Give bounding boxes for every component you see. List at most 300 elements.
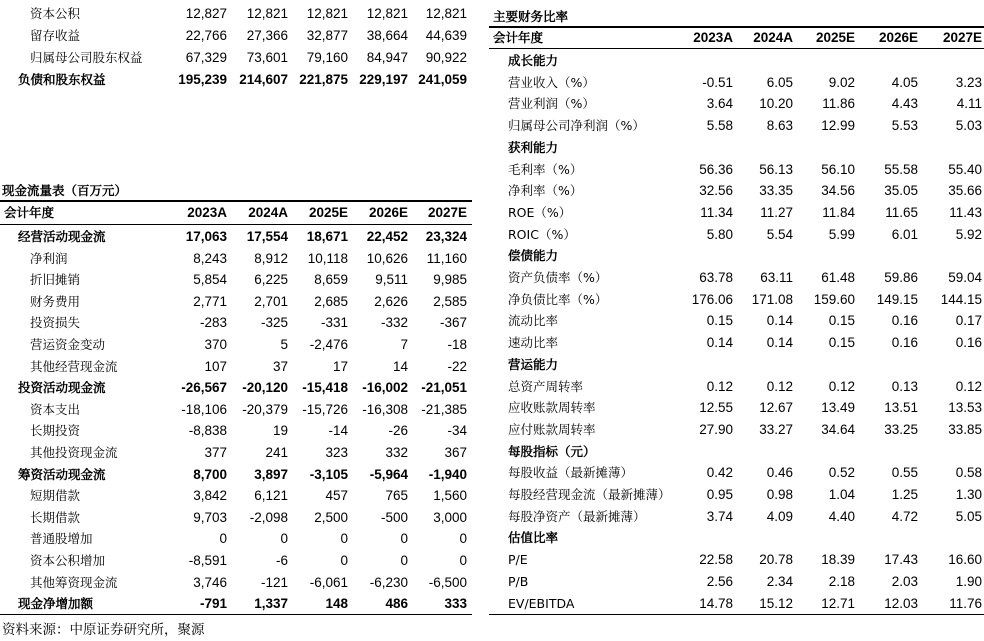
table-row <box>0 72 984 93</box>
cell-5: 35.66 <box>948 183 982 199</box>
cell-3: 457 <box>325 488 348 504</box>
cell-1: 2.56 <box>706 573 733 589</box>
cell-2: 3,897 <box>254 466 288 482</box>
cell-1: 370 <box>204 337 227 352</box>
cell-4: -500 <box>380 509 408 525</box>
cell-4: 332 <box>385 445 408 460</box>
cell-1: 22.58 <box>699 552 733 568</box>
cell-1: 22,766 <box>185 28 227 43</box>
cell-4: 9,511 <box>375 272 408 288</box>
section-row <box>0 245 984 266</box>
table-row <box>0 202 984 223</box>
cell-1: 17,063 <box>185 229 227 244</box>
cell-5: 0.58 <box>955 465 982 481</box>
cell-4: -26 <box>388 423 408 439</box>
cell-1: -26,567 <box>181 380 227 396</box>
cell-3: 5.99 <box>828 226 855 242</box>
cell-3: 11.86 <box>822 96 855 112</box>
row-label: 资产负债率（%） <box>508 270 608 285</box>
row-label: 普通股增加 <box>30 531 93 547</box>
cell-1: 8,243 <box>193 250 227 266</box>
cell-3: -331 <box>320 315 348 331</box>
cell-3: 13.49 <box>821 400 855 416</box>
cell-4: 0 <box>400 553 408 568</box>
year-header: 2025E <box>815 30 855 45</box>
cashflow-bottom-rule <box>0 614 472 615</box>
cell-2: 17,554 <box>246 229 288 244</box>
cell-5: 3,000 <box>433 509 467 525</box>
cell-1: 3.64 <box>706 96 733 112</box>
row-label: 其他经营现金流 <box>30 358 118 374</box>
cell-5: -21,051 <box>421 380 467 396</box>
cell-3: 2,500 <box>314 509 348 525</box>
row-label: 筹资活动现金流 <box>18 466 106 482</box>
row-label: 每股经营现金流（最新摊薄） <box>508 487 671 502</box>
cell-4: 17.43 <box>884 552 918 568</box>
cell-3: 12.99 <box>821 118 855 134</box>
cell-5: 23,324 <box>425 229 467 244</box>
cell-2: 0.98 <box>766 487 793 502</box>
cell-3: 18,671 <box>306 229 348 244</box>
year-header: 2026E <box>368 205 408 220</box>
header-label: 会计年度 <box>493 30 544 45</box>
cell-3: 0.15 <box>828 335 855 351</box>
cell-4: 486 <box>385 596 408 612</box>
cell-2: 12.67 <box>759 400 793 416</box>
cell-4: 2,626 <box>374 293 408 309</box>
row-label: 应付账款周转率 <box>508 421 596 437</box>
cell-3: 18.39 <box>821 552 855 568</box>
year-header: 2027E <box>427 205 467 220</box>
cell-3: 323 <box>325 445 348 460</box>
row-label: ROE（%） <box>508 204 572 220</box>
cell-1: 11.34 <box>700 204 733 220</box>
row-label: 营运能力 <box>508 356 559 372</box>
section-row <box>0 137 984 158</box>
ratios-title: 主要财务比率 <box>493 9 569 24</box>
table-row <box>0 93 984 114</box>
cell-1: -8,838 <box>188 423 227 439</box>
cell-4: 59.86 <box>884 270 918 285</box>
year-header: 2023A <box>187 205 227 220</box>
cell-1: 0.14 <box>706 335 733 351</box>
cell-1: -791 <box>199 596 227 612</box>
cell-2: 37 <box>272 358 288 374</box>
cell-5: 0.17 <box>955 313 982 329</box>
row-label: 归属母公司股东权益 <box>30 50 143 65</box>
cell-5: 9,985 <box>433 272 467 288</box>
cell-1: 5.80 <box>706 226 733 242</box>
cell-2: 6.05 <box>766 74 793 90</box>
cell-5: 59.04 <box>948 270 982 285</box>
row-label: 速动比率 <box>508 335 559 351</box>
table-row <box>0 462 984 483</box>
cell-2: 27,366 <box>246 28 288 43</box>
cell-5: 1.30 <box>955 487 982 502</box>
cell-1: 107 <box>204 358 227 374</box>
section-row <box>0 441 984 462</box>
cell-1: 3,842 <box>193 488 227 504</box>
cell-2: 11.27 <box>760 204 793 220</box>
cell-2: 214,607 <box>239 72 288 87</box>
row-label: 偿债能力 <box>508 248 559 264</box>
cell-2: 19 <box>272 423 288 439</box>
cell-1: 56.36 <box>699 161 733 177</box>
row-label: 经营活动现金流 <box>18 229 106 244</box>
row-label: 毛利率（%） <box>508 161 583 177</box>
cell-1: 67,329 <box>185 50 227 65</box>
cell-5: 144.15 <box>940 291 982 307</box>
row-label: 归属母公司净利润（%） <box>508 118 645 134</box>
cell-1: 8,700 <box>193 466 227 482</box>
table-row <box>0 224 984 245</box>
cell-4: 4.72 <box>891 508 918 524</box>
cell-5: 0.16 <box>955 335 982 351</box>
cell-4: 4.05 <box>891 74 918 90</box>
cell-3: 0.15 <box>828 313 855 329</box>
cell-5: 33.85 <box>948 421 982 437</box>
cell-1: -283 <box>199 315 227 331</box>
row-label: 营业利润（%） <box>508 96 595 112</box>
row-label: 成长能力 <box>508 53 559 68</box>
row-label: 长期借款 <box>30 509 81 525</box>
row-label: 投资活动现金流 <box>18 380 106 396</box>
year-header: 2025E <box>308 205 348 220</box>
section-row <box>0 354 984 375</box>
cell-1: -18,106 <box>181 401 227 417</box>
cell-2: 0.14 <box>766 313 793 329</box>
cell-5: 0.12 <box>955 378 982 394</box>
cell-5: -367 <box>439 315 467 331</box>
cell-1: 377 <box>204 445 227 460</box>
table-row <box>0 506 984 527</box>
cell-4: 10,626 <box>366 250 408 266</box>
row-label: 应收账款周转率 <box>508 400 596 416</box>
row-label: P/B <box>508 573 529 589</box>
cell-2: 2.34 <box>766 573 793 589</box>
cell-1: 0.12 <box>706 378 733 394</box>
cell-3: 34.64 <box>821 421 855 437</box>
cell-5: 5.05 <box>955 508 982 524</box>
cell-1: -8,591 <box>188 553 227 568</box>
cell-1: 0 <box>219 531 227 547</box>
cell-4: 149.15 <box>876 291 918 307</box>
cell-2: 5 <box>280 337 288 352</box>
row-label: ROIC（%） <box>508 226 576 242</box>
cell-3: 12.71 <box>821 595 855 611</box>
table-row <box>0 397 984 418</box>
table-row <box>0 332 984 353</box>
cell-5: 3.23 <box>955 74 982 90</box>
cell-5: -1,940 <box>428 466 467 482</box>
ratios-header-rule <box>489 48 984 49</box>
cell-5: 0 <box>459 553 467 568</box>
cell-5: 367 <box>444 445 467 460</box>
cell-2: -20,120 <box>242 380 288 396</box>
cell-3: 148 <box>325 596 348 612</box>
cell-2: 33.35 <box>759 183 793 199</box>
table-row <box>0 115 984 136</box>
cell-4: 55.58 <box>884 161 918 177</box>
cell-3: 56.10 <box>821 161 855 177</box>
cell-4: -16,308 <box>362 401 408 417</box>
row-label: 总资产周转率 <box>508 378 584 394</box>
cell-2: 0.14 <box>766 335 793 351</box>
cell-2: 12,821 <box>246 6 288 21</box>
row-label: 其他筹资现金流 <box>30 574 118 590</box>
table-row <box>0 289 984 310</box>
ratios-bottom-rule <box>489 614 984 615</box>
cell-2: 0.12 <box>766 378 793 394</box>
cell-3: 159.60 <box>813 291 855 307</box>
cell-5: 11,160 <box>426 250 467 266</box>
cell-3: 10,118 <box>307 250 348 266</box>
cell-5: -18 <box>447 337 467 352</box>
cell-1: 5,854 <box>193 272 227 288</box>
cell-1: 3,746 <box>193 574 227 590</box>
header-label: 会计年度 <box>4 205 55 220</box>
cell-3: 11.84 <box>822 204 855 220</box>
cell-3: -3,105 <box>309 466 348 482</box>
cell-5: 2,585 <box>433 293 467 309</box>
cell-2: 8,912 <box>254 250 288 266</box>
cell-2: 1,337 <box>254 596 288 612</box>
cell-4: 765 <box>385 488 408 504</box>
cell-3: 1.04 <box>828 487 855 502</box>
cell-4: -5,964 <box>369 466 408 482</box>
cell-2: -325 <box>260 315 288 331</box>
cashflow-title: 现金流量表（百万元） <box>2 183 128 198</box>
cell-4: 0.16 <box>891 335 918 351</box>
row-label: 每股净资产（最新摊薄） <box>508 508 646 524</box>
year-header: 2027E <box>942 30 982 45</box>
cell-5: 0 <box>459 531 467 547</box>
cell-3: -2,476 <box>309 337 348 352</box>
row-label: EV/EBITDA <box>508 595 575 611</box>
cell-4: -332 <box>380 315 408 331</box>
cell-5: 333 <box>444 596 467 612</box>
row-label: 每股收益（最新摊薄） <box>508 465 634 481</box>
row-label: 每股指标（元） <box>508 443 596 459</box>
cell-1: 195,239 <box>178 72 227 87</box>
cell-2: -2,098 <box>249 509 288 525</box>
cell-1: 3.74 <box>706 508 733 524</box>
cell-2: 63.11 <box>760 270 793 285</box>
cell-3: 2,685 <box>314 293 348 309</box>
cell-3: 12,821 <box>306 6 348 21</box>
cell-5: 11.43 <box>949 204 982 220</box>
year-header: 2024A <box>753 30 793 45</box>
cell-5: 5.92 <box>955 226 982 242</box>
cell-2: 241 <box>265 445 288 460</box>
cell-1: 5.58 <box>706 118 733 134</box>
row-label: 投资损失 <box>30 315 81 331</box>
cell-2: -6 <box>275 553 288 568</box>
cell-1: 27.90 <box>699 421 733 437</box>
cell-4: 0 <box>400 531 408 547</box>
cell-4: 229,197 <box>359 72 408 87</box>
cell-3: 79,160 <box>306 50 348 65</box>
cell-2: 5.54 <box>766 226 793 242</box>
cell-1: 12.55 <box>699 400 733 416</box>
cell-4: 4.43 <box>891 96 918 112</box>
cell-5: 44,639 <box>425 28 467 43</box>
cell-4: -6,230 <box>369 574 408 590</box>
cell-3: 0 <box>340 531 348 547</box>
cell-1: 9,703 <box>193 509 227 525</box>
row-label: 获利能力 <box>508 139 559 155</box>
table-row <box>0 593 984 614</box>
row-label: 留存收益 <box>30 28 81 43</box>
cell-1: 176.06 <box>691 291 733 307</box>
cell-4: 7 <box>400 337 408 352</box>
cell-3: -6,061 <box>309 574 348 590</box>
cell-1: 0.95 <box>706 487 733 502</box>
cell-4: 12.03 <box>884 595 918 611</box>
cell-4: -16,002 <box>362 380 408 396</box>
cell-4: 2.03 <box>891 573 918 589</box>
cell-5: 5.03 <box>955 118 982 134</box>
cell-1: -0.51 <box>702 74 733 90</box>
cell-4: 6.01 <box>891 226 918 242</box>
cell-4: 38,664 <box>366 28 408 43</box>
cell-3: 34.56 <box>821 183 855 199</box>
cell-2: 73,601 <box>246 50 288 65</box>
year-header: 2023A <box>693 30 733 45</box>
row-label: 营运资金变动 <box>30 337 106 352</box>
cell-5: -34 <box>447 423 467 439</box>
cell-2: 0 <box>280 531 288 547</box>
cell-4: 11.65 <box>885 204 918 220</box>
cell-3: 221,875 <box>299 72 348 87</box>
cell-3: 17 <box>332 358 348 374</box>
cell-3: 61.48 <box>821 270 855 285</box>
cell-1: 63.78 <box>699 270 733 285</box>
cell-5: 90,922 <box>425 50 467 65</box>
table-row <box>0 571 984 592</box>
cell-4: 0.55 <box>891 465 918 481</box>
table-row <box>0 310 984 331</box>
cell-2: 8.63 <box>766 118 793 134</box>
cell-3: 0 <box>340 553 348 568</box>
cell-4: 22,452 <box>366 229 408 244</box>
cell-2: -121 <box>260 574 288 590</box>
row-label: 净利润 <box>30 250 68 266</box>
cell-5: -6,500 <box>428 574 467 590</box>
cell-5: 241,059 <box>418 72 467 87</box>
year-header: 2026E <box>878 30 918 45</box>
row-label: 净负债比率（%） <box>508 291 608 307</box>
source-note: 资料来源：中原证券研究所，聚源 <box>2 622 205 638</box>
cell-3: 9.02 <box>828 74 855 90</box>
cell-5: 12,821 <box>425 6 467 21</box>
cell-5: 16.60 <box>948 552 982 568</box>
cell-4: 1.25 <box>891 487 918 502</box>
cell-1: 0.15 <box>706 313 733 329</box>
table-row <box>0 3 472 24</box>
cell-2: 4.09 <box>766 508 793 524</box>
cell-1: 32.56 <box>699 183 733 199</box>
cell-3: 32,877 <box>306 28 348 43</box>
cell-3: 4.40 <box>828 508 855 524</box>
cell-5: -22 <box>447 358 467 374</box>
cell-4: 33.25 <box>884 421 918 437</box>
cell-2: 56.13 <box>759 161 793 177</box>
cell-3: -15,726 <box>302 401 348 417</box>
cell-2: 20.78 <box>759 552 793 568</box>
row-label: 长期投资 <box>30 423 81 439</box>
cell-5: 55.40 <box>948 161 982 177</box>
cell-5: 1,560 <box>433 488 467 504</box>
cell-5: 1.90 <box>955 573 982 589</box>
cell-3: 2.18 <box>828 573 855 589</box>
cell-4: 35.05 <box>884 183 918 199</box>
cell-4: 5.53 <box>891 118 918 134</box>
cell-3: 0.52 <box>828 465 855 481</box>
cell-2: 0.46 <box>766 465 793 481</box>
cell-2: 2,701 <box>254 293 288 309</box>
row-label: 现金净增加额 <box>18 596 94 612</box>
row-label: 其他投资现金流 <box>30 445 118 460</box>
section-row <box>0 527 984 548</box>
row-label: 财务费用 <box>30 293 81 309</box>
cell-5: 13.53 <box>948 400 982 416</box>
cell-1: 0.42 <box>706 465 733 481</box>
cell-3: -15,418 <box>302 380 348 396</box>
row-label: 净利率（%） <box>508 183 583 199</box>
cell-4: 84,947 <box>366 50 408 65</box>
row-label: 估值比率 <box>508 530 559 546</box>
cell-5: -21,385 <box>421 401 467 417</box>
cell-3: 0.12 <box>828 378 855 394</box>
cell-5: 11.76 <box>949 595 982 611</box>
table-row <box>0 484 984 505</box>
cell-2: 33.27 <box>759 421 793 437</box>
cell-5: 4.11 <box>956 96 982 112</box>
table-header <box>0 27 984 48</box>
cell-4: 12,821 <box>366 6 408 21</box>
cell-2: 6,225 <box>254 272 288 288</box>
cell-2: 10.20 <box>759 96 793 112</box>
cell-3: 8,659 <box>314 272 348 288</box>
row-label: 资本公积增加 <box>30 553 106 568</box>
row-label: 营业收入（%） <box>508 74 595 90</box>
row-label: P/E <box>508 552 528 568</box>
table-row <box>0 376 984 397</box>
table-row <box>0 549 984 570</box>
year-header: 2024A <box>248 205 288 220</box>
cell-2: -20,379 <box>242 401 288 417</box>
table-row <box>0 267 984 288</box>
row-label: 负债和股东权益 <box>18 72 106 87</box>
cell-4: 14 <box>392 358 408 374</box>
table-row <box>0 419 984 440</box>
cell-1: 14.78 <box>699 595 733 611</box>
cell-4: 0.13 <box>891 378 918 394</box>
row-label: 折旧摊销 <box>30 272 81 288</box>
cell-1: 2,771 <box>193 293 227 309</box>
cell-2: 6,121 <box>254 488 288 504</box>
table-row <box>0 180 984 201</box>
row-label: 流动比率 <box>508 313 559 329</box>
section-row <box>0 50 984 71</box>
cell-3: -14 <box>328 423 348 439</box>
table-row <box>0 159 984 180</box>
row-label: 短期借款 <box>30 488 81 504</box>
cell-2: 15.12 <box>759 595 793 611</box>
cell-4: 13.51 <box>884 400 918 416</box>
row-label: 资本公积 <box>30 6 81 21</box>
